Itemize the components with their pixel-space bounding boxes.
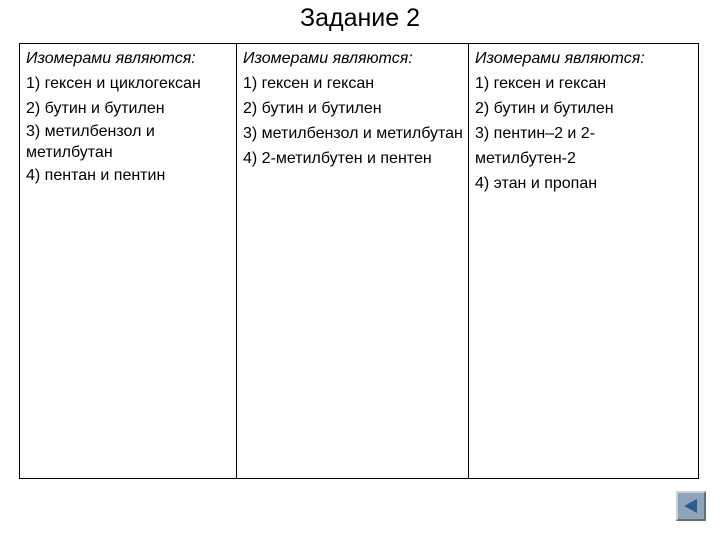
back-arrow-icon [682, 497, 700, 515]
column-1-item-4: 4) пентан и пентин [26, 167, 166, 184]
column-3-item-3: 3) пентин–2 и 2-метилбутен-2 [475, 125, 596, 167]
column-1-item-3: 3) метилбензол и метилбутан [26, 123, 155, 161]
slide-title: Задание 2 [299, 4, 421, 32]
column-2-item-2: 2) бутин и бутилен [243, 100, 382, 117]
column-2-heading: Изомерами являются: [243, 50, 413, 67]
column-1 [20, 44, 236, 478]
column-3-item-2: 2) бутин и бутилен [475, 100, 614, 117]
column-3-item-1: 1) гексен и гексан [475, 75, 607, 92]
column-1-item-2: 2) бутин и бутилен [26, 100, 165, 117]
column-1-heading: Изомерами являются: [26, 50, 196, 67]
column-3-item-4: 4) этан и пропан [475, 175, 598, 192]
back-button[interactable] [676, 491, 706, 521]
column-3-heading: Изомерами являются: [475, 50, 645, 67]
task-table [19, 43, 699, 479]
column-2-item-4: 4) 2-метилбутен и пентен [243, 150, 432, 167]
column-3 [468, 44, 698, 478]
column-1-item-1: 1) гексен и циклогексан [26, 75, 201, 92]
column-2 [236, 44, 468, 478]
column-2-item-1: 1) гексен и гексан [243, 75, 375, 92]
column-2-item-3: 3) метилбензол и метилбутан [243, 125, 463, 142]
